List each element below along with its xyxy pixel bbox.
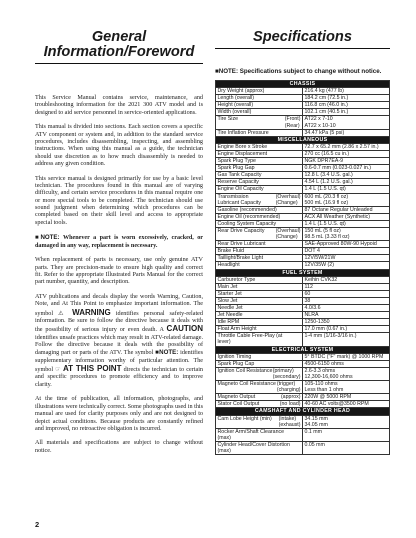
spec-row	[216, 360, 390, 367]
spec-row	[216, 401, 390, 408]
spec-label: Ignition Timing	[217, 353, 252, 360]
spec-label: Needle Jet	[217, 305, 243, 311]
spec-label-cell	[216, 305, 303, 312]
spec-row	[216, 165, 390, 172]
spec-label-cell	[216, 150, 303, 157]
spec-row	[216, 206, 390, 213]
section-header-row	[216, 346, 390, 353]
spec-row	[216, 116, 390, 129]
spec-value: 1.4 L (1.5 U.S. qt)	[303, 186, 390, 193]
spec-row	[216, 143, 390, 150]
general-information-heading: General Information/Foreword	[35, 30, 203, 64]
spec-label: Gas Tank Capacity	[217, 172, 262, 179]
spec-value: 17.0 mm (0.67 in.)	[303, 326, 390, 333]
spec-label-cell	[216, 401, 303, 408]
spec-qualifier: (approx)	[280, 394, 301, 401]
spec-row	[216, 262, 390, 269]
spec-label-cell	[216, 102, 303, 109]
spec-row	[216, 428, 390, 441]
warning-triangle-icon: ⚠	[58, 310, 68, 317]
spec-value: AT22 x 7-10 AT22 x 10-10	[303, 116, 390, 129]
spec-row	[216, 213, 390, 220]
spec-label-cell	[216, 158, 303, 165]
right-column	[215, 30, 390, 455]
spec-label: Engine Oil (recommended)	[217, 213, 281, 220]
spec-label-cell	[216, 248, 303, 255]
spec-value: 150 mL (5 fl oz) 98.5 mL (3.33 fl oz)	[303, 227, 390, 240]
spec-value: 184.2 cm (72.5 in.)	[303, 95, 390, 102]
spec-value: 0.6-0.7 mm (0.023-0.027 in.)	[303, 165, 390, 172]
specifications-heading: Specifications	[215, 30, 390, 49]
section-title: ELECTRICAL SYSTEM	[216, 346, 390, 353]
spec-row	[216, 102, 390, 109]
paragraph: This manual is divided into sections. Each section covers a specific ATV component or system and, in addition to the standard service procedures, includes disassembling, inspecting, and assembling instructions. When using this manual as a guide, the technician should use discretion as to how much disassembly is needed to address any given condition.	[35, 124, 203, 168]
note-label: NOTE:	[218, 68, 238, 75]
note-text: Whenever a part is worn excessively, cracked, or damaged in any way, replacement is necessary.	[35, 235, 204, 249]
spec-label-cell	[216, 428, 303, 441]
note-square-icon: ■	[155, 350, 160, 357]
spec-label-cell	[216, 353, 303, 360]
note-word: NOTE:	[159, 349, 179, 357]
spec-label-cell	[216, 109, 303, 116]
spec-label: Engine Displacement	[217, 150, 268, 157]
spec-row	[216, 150, 390, 157]
spec-label: Cam Lobe Height (min)	[217, 415, 272, 422]
spec-value: ACX All Weather (Synthetic)	[303, 213, 390, 220]
spec-label: Ignition Coil Resistance	[217, 367, 273, 374]
left-column	[35, 30, 203, 462]
spec-value: 1-4 mm (1/16-3/16 in.)	[303, 333, 390, 346]
spec-value: 216.4 kg (477 lb)	[303, 88, 390, 95]
spec-row	[216, 415, 390, 428]
spec-qualifier: (Overhaul) (Change)	[275, 193, 301, 206]
spec-label: Height (overall)	[217, 102, 254, 109]
spec-note	[215, 68, 390, 75]
spec-label-cell	[216, 227, 303, 240]
page-number: 2	[35, 520, 40, 529]
spec-label-cell	[216, 165, 303, 172]
spec-label-cell	[216, 220, 303, 227]
spec-label-cell	[216, 262, 303, 269]
spec-value: 12V/35W (2)	[303, 262, 390, 269]
spec-label-cell	[216, 326, 303, 333]
spec-qualifier: (trigger) (charging)	[276, 381, 301, 394]
spec-value: 12.8 L (3.4 U.S. gal.)	[303, 172, 390, 179]
spec-value: 0.05 mm	[303, 441, 390, 454]
paragraph: This service manual is designed primarily for use by a basic level technician. The procedures found in this manual are of varying difficulty, and certain service procedures in this manual require one or more special tools to be completed. The technician should use sound judgment when determining which procedures can be completed based on their skill level and access to appropriate special tools.	[35, 175, 203, 226]
spec-value: 87 Octane Regular Unleaded	[303, 206, 390, 213]
spec-row	[216, 367, 390, 380]
spec-label-cell	[216, 283, 303, 290]
spec-row	[216, 95, 390, 102]
spec-label: Spark Plug Cap	[217, 360, 255, 367]
at-this-point-word: AT THIS POINT	[62, 364, 122, 374]
spec-row	[216, 276, 390, 283]
spec-qualifier: (no load)	[279, 401, 301, 408]
spec-label: Cooling System Capacity	[217, 220, 277, 227]
foreword-text	[35, 95, 203, 455]
spec-value: 34.15 mm 34.05 mm	[303, 415, 390, 428]
spec-label-cell	[216, 186, 303, 193]
spec-label: Magneto Coil Resistance	[217, 381, 276, 388]
spec-label: Rear Drive Lubricant	[217, 241, 266, 248]
spec-row	[216, 179, 390, 186]
spec-label-cell	[216, 360, 303, 367]
spec-label: Brake Fluid	[217, 248, 245, 255]
spec-value: 34.47 kPa (5 psi)	[303, 129, 390, 136]
spec-value: 72.7 x 65.2 mm (2.86 x 2.57 in.)	[303, 143, 390, 150]
spec-value: 112	[303, 283, 390, 290]
spec-row	[216, 227, 390, 240]
spec-label: Engine Oil Capacity	[217, 186, 264, 193]
spec-label-cell	[216, 415, 303, 428]
spec-row	[216, 353, 390, 360]
spec-qualifier: (Front) (Rear)	[284, 116, 301, 129]
spec-label-cell	[216, 116, 303, 129]
spec-row	[216, 158, 390, 165]
spec-qualifier: (intake) (exhaust)	[278, 415, 301, 428]
spec-row	[216, 290, 390, 297]
spec-label-cell	[216, 129, 303, 136]
spec-row	[216, 186, 390, 193]
spec-row	[216, 129, 390, 136]
spec-row	[216, 312, 390, 319]
spec-label-cell	[216, 143, 303, 150]
spec-value: 12V/5W/21W	[303, 255, 390, 262]
spec-label: Gasoline (recommended)	[217, 206, 277, 213]
spec-label: Length (overall)	[217, 95, 254, 102]
spec-label: Jet Needle	[217, 312, 243, 319]
spec-label: Reserve Capacity	[217, 179, 259, 186]
spec-row	[216, 241, 390, 248]
spec-row	[216, 88, 390, 95]
spec-label: Carburetor Type	[217, 276, 256, 283]
spec-label-cell	[216, 88, 303, 95]
spec-label-cell	[216, 441, 303, 454]
spec-value: 60	[303, 290, 390, 297]
spec-label: Throttle Cable Free-Play (at lever)	[217, 333, 283, 346]
spec-value: 38	[303, 297, 390, 304]
paragraph: At the time of publication, all information, photographs, and illustrations were technically correct. Some photographs used in this manual are used for clarity purposes only and are not designed to depict actual conditions. Because products are constantly refined and improved, no retroactive obligation is incurred.	[35, 396, 203, 432]
spec-label: Spark Plug Type	[217, 158, 256, 165]
spec-value: 220W @ 5000 RPM	[303, 394, 390, 401]
spec-value: 2.6-3.3 ohms 12,300-16,600 ohms	[303, 367, 390, 380]
spec-value: 116.8 cm (46.0 in.)	[303, 102, 390, 109]
section-title: CHASSIS	[216, 81, 390, 88]
spec-label: Taillight/Brake Light	[217, 255, 264, 262]
spec-label-cell	[216, 193, 303, 206]
spec-row	[216, 220, 390, 227]
spec-label: Slow Jet	[217, 297, 238, 304]
spec-value: 1.4 L (1.5 U.S. qt)	[303, 220, 390, 227]
spec-label: Tire Inflation Pressure	[217, 129, 269, 136]
spec-label-cell	[216, 297, 303, 304]
spec-value: 1250-1350	[303, 319, 390, 326]
spec-value: 40-60 AC volts@3500 RPM	[303, 401, 390, 408]
spec-label: Rocker Arm/Shaft Clearance (max)	[217, 428, 285, 441]
paragraph: All materials and specifications are subject to change without notice.	[35, 440, 203, 454]
spec-label: Width (overall)	[217, 109, 252, 116]
spec-label-cell	[216, 206, 303, 213]
spec-label-cell	[216, 213, 303, 220]
spec-value: DOT 4	[303, 248, 390, 255]
spec-row	[216, 109, 390, 116]
spec-label: Starter Jet	[217, 290, 242, 297]
spec-label-cell	[216, 394, 303, 401]
spec-row	[216, 172, 390, 179]
spec-value: 105-110 ohms Less than 1 ohm	[303, 381, 390, 394]
spec-label-cell	[216, 290, 303, 297]
spec-label: Main Jet	[217, 283, 238, 290]
section-header-row	[216, 81, 390, 88]
spec-value: 5° BTDC ("F" mark) @ 1000 RPM	[303, 353, 390, 360]
spec-value: 0.1 mm	[303, 428, 390, 441]
section-header-row	[216, 269, 390, 276]
spec-label-cell	[216, 179, 303, 186]
spec-value: 600 mL (20.3 fl oz) 500 mL (16.9 fl oz)	[303, 193, 390, 206]
spec-value: 4500-6150 ohms	[303, 360, 390, 367]
spec-row	[216, 193, 390, 206]
symbols-paragraph: ATV publications and decals display the words Warning, Caution, Note, and At This Point to emphasize important information. The symbol ⚠ WARNING identifies personal safety-related information. Be sure to follow the directive because it deals with the possibility of serious injury or even death. A CAUTION identifies unsafe practices which may result in ATV-related damage. Follow the directive because it deals with the possibility of damaging part or parts of the ATV. The symbol ■NOTE: identifies supplementary information worthy of particular attention. The symbol ☞ AT THIS POINT directs the technician to certain and specific procedures to promote efficiency and to improve clarity.	[35, 294, 203, 388]
spec-label: Idle RPM	[217, 319, 240, 326]
section-header-row	[216, 408, 390, 415]
spec-value: NLRA	[303, 312, 390, 319]
spec-row	[216, 248, 390, 255]
warning-word: WARNING	[72, 307, 111, 317]
spec-row	[216, 326, 390, 333]
spec-label: Transmission Lubricant Capacity	[217, 193, 261, 206]
note-square-icon: ■	[215, 68, 219, 75]
spec-label: Cylinder Head/Cover Distortion (max)	[217, 441, 290, 454]
caution-word: CAUTION	[166, 324, 203, 334]
spec-row	[216, 381, 390, 394]
spec-row	[216, 283, 390, 290]
specifications-table	[215, 80, 390, 455]
spec-label: Float Arm Height	[217, 326, 257, 333]
spec-value: SAE-Approved 80W-90 Hypoid	[303, 241, 390, 248]
spec-label-cell	[216, 95, 303, 102]
spec-row	[216, 394, 390, 401]
spec-label-cell	[216, 319, 303, 326]
spec-row	[216, 319, 390, 326]
spec-label-cell	[216, 312, 303, 319]
paragraph: When replacement of parts is necessary, use only genuine ATV parts. They are precision-made to ensure high quality and correct fit. Refer to the appropriate Illustrated Parts Manual for the correct part number, quantity, and description.	[35, 257, 203, 286]
spec-label: Engine Bore x Stroke	[217, 143, 268, 150]
section-title: CAMSHAFT AND CYLINDER HEAD	[216, 408, 390, 415]
spec-label-cell	[216, 172, 303, 179]
spec-label-cell	[216, 333, 303, 346]
spec-row	[216, 305, 390, 312]
note-paragraph	[35, 234, 203, 250]
pointing-hand-icon: ☞	[55, 367, 61, 374]
spec-row	[216, 441, 390, 454]
spec-label-cell	[216, 255, 303, 262]
section-header-row	[216, 136, 390, 143]
spec-value: 4.54 L (1.2 U.S. gal.)	[303, 179, 390, 186]
spec-qualifier: (Overhaul) (Change)	[275, 227, 301, 241]
spec-label: Tire Size	[217, 116, 239, 123]
spec-value: Keihin CVK32	[303, 276, 390, 283]
spec-label-cell	[216, 276, 303, 283]
note-text: Specifications subject to change without notice.	[239, 68, 382, 75]
spec-label-cell	[216, 241, 303, 248]
spec-label-cell	[216, 381, 303, 394]
spec-value: NGK DPR7EA-9	[303, 158, 390, 165]
spec-label: Rear Drive Capacity	[217, 227, 265, 234]
section-title: MISCELLANEOUS	[216, 136, 390, 143]
paragraph: This Service Manual contains service, maintenance, and troubleshooting information for the 2021 300 ATV model and is designed to aid service personnel in service-oriented applications.	[35, 95, 203, 116]
spec-label: Dry Weight (approx)	[217, 88, 265, 95]
section-title: FUEL SYSTEM	[216, 269, 390, 276]
note-label: NOTE:	[40, 234, 60, 242]
spec-label: Spark Plug Gap	[217, 165, 255, 172]
spec-value: 4.0/3.6	[303, 305, 390, 312]
spec-row	[216, 297, 390, 304]
spec-row	[216, 255, 390, 262]
spec-label-cell	[216, 367, 303, 380]
note-square-icon: ■	[35, 235, 41, 242]
spec-row	[216, 333, 390, 346]
spec-qualifier: (primary) (secondary)	[272, 367, 301, 380]
spec-value: 102.1 cm (40.5 in.)	[303, 109, 390, 116]
spec-value: 270 cc (16.5 cu in.)	[303, 150, 390, 157]
spec-label: Stator Coil Output	[217, 401, 260, 408]
spec-label: Headlight	[217, 262, 240, 269]
spec-label: Magneto Output	[217, 394, 256, 401]
